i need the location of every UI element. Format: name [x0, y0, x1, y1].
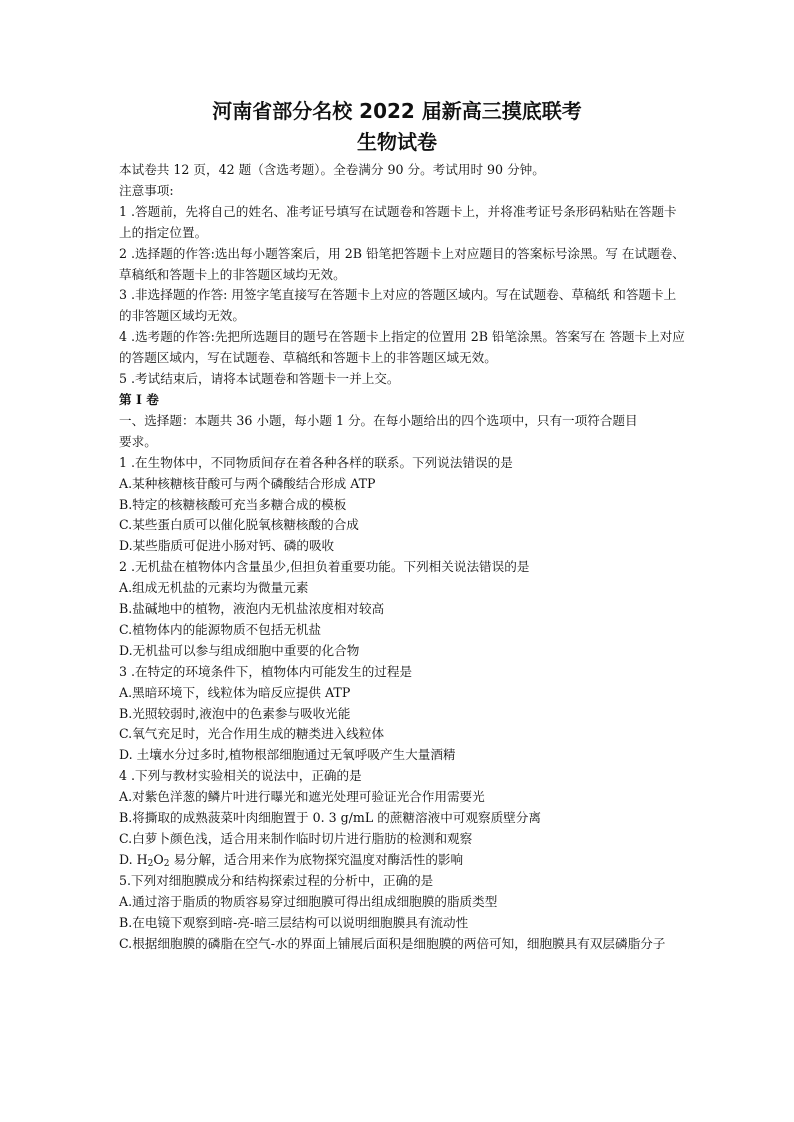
option-text: O [153, 851, 164, 867]
question-option: B.盐碱地中的植物，液泡内无机盐浓度相对较高 [119, 601, 385, 617]
section-instruction: 一、选择题：本题共 36 小题，每小题 1 分。在每小题给出的四个选项中，只有一项符合题目 [119, 412, 638, 428]
question-option [119, 850, 685, 871]
question-option: C.植物体内的能源物质不包括无机盐 [119, 621, 322, 637]
question-option: C.某些蛋白质可以催化脱氧核糖核酸的合成 [119, 517, 359, 533]
question-option: A.对紫色洋葱的鳞片叶进行曝光和遮光处理可验证光合作用需要光 [119, 789, 485, 805]
question-option: B.在电镜下观察到暗-亮-暗三层结构可以说明细胞膜具有流动性 [119, 914, 469, 930]
volume-label: 第 I 卷 [119, 391, 159, 407]
question-option: B.特定的核糖核酸可充当多糖合成的模板 [119, 496, 347, 512]
question-stem: 2 .无机盐在植物体内含量虽少,但担负着重要功能。下列相关说法错误的是 [119, 559, 530, 575]
exam-summary: 本试卷共 12 页，42 题（含选考题）。全卷满分 90 分。考试用时 90 分钟。 [119, 162, 545, 177]
question-option: A.通过溶于脂质的物质容易穿过细胞膜可得出组成细胞膜的脂质类型 [119, 893, 498, 909]
question-option: D.无机盐可以参与组成细胞中重要的化合物 [119, 642, 360, 658]
notice-item: 2 .选择题的作答:选出每小题答案后，用 2B 铅笔把答题卡上对应题目的答案标号涂黑。写 在试题卷、草稿纸和答题卡上的非答题区域均无效。 [119, 245, 685, 282]
notice-item: 3 .非选择题的作答: 用签字笔直接写在答题卡上对应的答题区域内。写在试题卷、草稿纸 和答题卡上的非答题区域均无效。 [119, 287, 677, 324]
option-text: D. H [119, 851, 148, 867]
section-instruction-cont: 要求。 [119, 433, 157, 449]
question-option: A.某种核糖核苷酸可与两个磷酸结合形成 ATP [119, 475, 376, 491]
exam-content [119, 160, 685, 954]
option-text: 易分解，适合用来作为底物探究温度对酶活性的影响 [169, 851, 464, 867]
question-option: A.黑暗环境下，线粒体为暗反应提供 ATP [119, 684, 351, 700]
question-option: A.组成无机盐的元素均为微量元素 [119, 580, 309, 596]
question-option: C.白萝卜颜色浅，适合用来制作临时切片进行脂肪的检测和观察 [119, 831, 473, 846]
question-stem: 5.下列对细胞膜成分和结构探索过程的分析中，正确的是 [119, 872, 434, 888]
question-option: B.将撕取的成熟菠菜叶肉细胞置于 0. 3 g/mL 的蔗糖溶液中可观察质壁分离 [119, 810, 541, 826]
subscript: 2 [163, 858, 170, 869]
question-option: B.光照较弱时,液泡中的色素参与吸收光能 [119, 705, 351, 721]
notice-item: 4 .选考题的作答:先把所选题目的题号在答题卡上指定的位置用 2B 铅笔涂黑。答案写在 答题卡上对应的答题区域内，写在试题卷、草稿纸和答题卡上的非答题区域无效。 [119, 329, 685, 366]
question-stem: 4 .下列与教材实验相关的说法中，正确的是 [119, 768, 362, 784]
notice-heading: 注意事项: [119, 182, 174, 198]
question-option: D.某些脂质可促进小肠对钙、磷的吸收 [119, 538, 335, 554]
notice-item: 1 .答题前，先将自己的姓名、准考证号填写在试题卷和答题卡上，并将准考证号条形码粘贴在答题卡上的指定位置。 [119, 203, 677, 240]
exam-subject: 生物试卷 [357, 130, 437, 154]
notice-item: 5 .考试结束后，请将本试题卷和答题卡一并上交。 [119, 371, 400, 387]
question-option: D. 土壤水分过多时,植物根部细胞通过无氧呼吸产生大量酒精 [119, 747, 456, 763]
question-stem: 3 .在特定的环境条件下，植物体内可能发生的过程是 [119, 663, 413, 679]
question-option: C.根据细胞膜的磷脂在空气-水的界面上铺展后面积是细胞膜的两倍可知，细胞膜具有双层磷脂分子 [119, 935, 666, 951]
exam-title: 河南省部分名校 2022 届新高三摸底联考 [212, 99, 582, 123]
question-stem: 1 .在生物体中，不同物质间存在着各种各样的联系。下列说法错误的是 [119, 454, 513, 470]
question-option: C.氧气充足时，光合作用生成的糖类进入线粒体 [119, 726, 385, 742]
subscript: 2 [147, 858, 154, 869]
